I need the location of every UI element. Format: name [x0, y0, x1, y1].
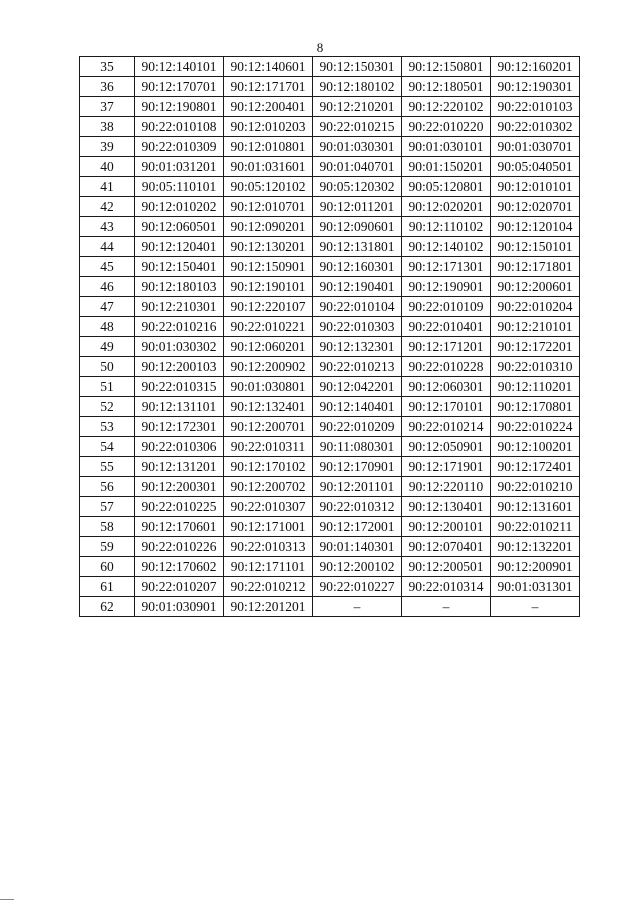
row-number-cell: 40	[80, 157, 135, 177]
row-number-cell: 50	[80, 357, 135, 377]
cadastral-number-cell: 90:05:110101	[135, 177, 224, 197]
cadastral-number-cell: 90:05:120302	[313, 177, 402, 197]
table-row	[80, 317, 580, 337]
cadastral-number-cell: 90:12:150401	[135, 257, 224, 277]
cadastral-number-cell: 90:12:220102	[402, 97, 491, 117]
table-row	[80, 517, 580, 537]
row-number-cell: 49	[80, 337, 135, 357]
cadastral-number-cell: 90:12:200701	[224, 417, 313, 437]
cadastral-number-cell: 90:12:200103	[135, 357, 224, 377]
cadastral-number-cell: 90:22:010215	[313, 117, 402, 137]
table-row	[80, 57, 580, 77]
cadastral-number-cell: 90:22:010221	[224, 317, 313, 337]
cadastral-number-cell: 90:12:020201	[402, 197, 491, 217]
cadastral-number-cell: 90:22:010209	[313, 417, 402, 437]
cadastral-number-cell: 90:12:140401	[313, 397, 402, 417]
cadastral-number-cell: 90:12:172001	[313, 517, 402, 537]
cadastral-number-cell: 90:01:040701	[313, 157, 402, 177]
table-row	[80, 117, 580, 137]
cadastral-number-cell: 90:22:010214	[402, 417, 491, 437]
cadastral-number-cell: 90:12:160201	[491, 57, 580, 77]
cadastral-number-cell: 90:22:010224	[491, 417, 580, 437]
cadastral-number-cell: 90:12:220107	[224, 297, 313, 317]
cadastral-number-cell: 90:12:200601	[491, 277, 580, 297]
cadastral-number-cell: 90:12:180103	[135, 277, 224, 297]
cadastral-number-cell: 90:12:131601	[491, 497, 580, 517]
cadastral-number-cell: 90:01:140301	[313, 537, 402, 557]
row-number-cell: 62	[80, 597, 135, 617]
cadastral-number-cell: 90:22:010226	[135, 537, 224, 557]
cadastral-number-cell: 90:12:132301	[313, 337, 402, 357]
row-number-cell: 44	[80, 237, 135, 257]
cadastral-number-cell: 90:12:100201	[491, 437, 580, 457]
cadastral-number-cell: 90:12:060301	[402, 377, 491, 397]
cadastral-number-cell: 90:01:030901	[135, 597, 224, 617]
cadastral-number-cell: 90:12:200401	[224, 97, 313, 117]
table-row	[80, 357, 580, 377]
cadastral-number-cell: 90:12:210101	[491, 317, 580, 337]
cadastral-number-cell: 90:12:011201	[313, 197, 402, 217]
row-number-cell: 57	[80, 497, 135, 517]
cadastral-number-cell: 90:12:110201	[491, 377, 580, 397]
cadastral-number-cell: 90:12:170801	[491, 397, 580, 417]
cadastral-number-cell: 90:22:010310	[491, 357, 580, 377]
cadastral-number-cell: –	[402, 597, 491, 617]
table-row	[80, 97, 580, 117]
cadastral-number-cell: 90:12:120401	[135, 237, 224, 257]
table-row	[80, 557, 580, 577]
cadastral-number-cell: 90:12:060501	[135, 217, 224, 237]
table-row	[80, 377, 580, 397]
cadastral-number-cell: 90:12:210301	[135, 297, 224, 317]
cadastral-number-cell: 90:22:010109	[402, 297, 491, 317]
row-number-cell: 59	[80, 537, 135, 557]
table-row	[80, 437, 580, 457]
table-row	[80, 417, 580, 437]
cadastral-number-cell: 90:22:010104	[313, 297, 402, 317]
row-number-cell: 39	[80, 137, 135, 157]
cadastral-number-cell: 90:12:150901	[224, 257, 313, 277]
cadastral-number-cell: 90:01:031201	[135, 157, 224, 177]
cadastral-number-cell: 90:12:170701	[135, 77, 224, 97]
cadastral-number-cell: 90:22:010311	[224, 437, 313, 457]
row-number-cell: 36	[80, 77, 135, 97]
cadastral-number-cell: 90:12:171001	[224, 517, 313, 537]
cadastral-number-cell: 90:01:030701	[491, 137, 580, 157]
cadastral-number-cell: 90:05:040501	[491, 157, 580, 177]
cadastral-number-cell: 90:12:180102	[313, 77, 402, 97]
table-row	[80, 457, 580, 477]
row-number-cell: 35	[80, 57, 135, 77]
cadastral-number-cell: 90:12:150801	[402, 57, 491, 77]
cadastral-number-cell: 90:12:140601	[224, 57, 313, 77]
table-body	[80, 57, 580, 617]
row-number-cell: 55	[80, 457, 135, 477]
cadastral-number-cell: 90:22:010228	[402, 357, 491, 377]
row-number-cell: 61	[80, 577, 135, 597]
cadastral-number-cell: 90:12:201101	[313, 477, 402, 497]
cadastral-number-cell: 90:12:160301	[313, 257, 402, 277]
cadastral-number-cell: 90:12:131201	[135, 457, 224, 477]
cadastral-number-cell: 90:01:150201	[402, 157, 491, 177]
table-row	[80, 477, 580, 497]
cadastral-number-cell: 90:12:190301	[491, 77, 580, 97]
row-number-cell: 37	[80, 97, 135, 117]
cadastral-number-cell: 90:12:201201	[224, 597, 313, 617]
table-row	[80, 237, 580, 257]
cadastral-number-cell: 90:22:010401	[402, 317, 491, 337]
cadastral-number-cell: 90:22:010302	[491, 117, 580, 137]
cadastral-number-cell: 90:12:170102	[224, 457, 313, 477]
cadastral-number-cell: 90:22:010108	[135, 117, 224, 137]
row-number-cell: 52	[80, 397, 135, 417]
table-row	[80, 77, 580, 97]
cadastral-number-cell: 90:22:010210	[491, 477, 580, 497]
cadastral-number-cell: 90:05:120102	[224, 177, 313, 197]
cadastral-number-cell: 90:12:171101	[224, 557, 313, 577]
cadastral-number-cell: 90:01:031301	[491, 577, 580, 597]
cadastral-number-cell: 90:12:200501	[402, 557, 491, 577]
row-number-cell: 41	[80, 177, 135, 197]
cadastral-number-cell: 90:12:171701	[224, 77, 313, 97]
table-row	[80, 337, 580, 357]
row-number-cell: 42	[80, 197, 135, 217]
row-number-cell: 58	[80, 517, 135, 537]
cadastral-number-cell: 90:22:010315	[135, 377, 224, 397]
cadastral-number-cell: 90:12:120104	[491, 217, 580, 237]
cadastral-number-cell: 90:12:171201	[402, 337, 491, 357]
cadastral-number-cell: 90:22:010212	[224, 577, 313, 597]
cadastral-number-cell: 90:12:171301	[402, 257, 491, 277]
cadastral-number-cell: 90:01:030302	[135, 337, 224, 357]
row-number-cell: 60	[80, 557, 135, 577]
cadastral-number-cell: –	[491, 597, 580, 617]
cadastral-number-cell: 90:12:150301	[313, 57, 402, 77]
cadastral-number-cell: 90:01:030801	[224, 377, 313, 397]
cadastral-number-cell: 90:12:172201	[491, 337, 580, 357]
cadastral-number-cell: 90:12:170101	[402, 397, 491, 417]
cadastral-number-cell: 90:12:132401	[224, 397, 313, 417]
cadastral-number-cell: 90:12:200901	[491, 557, 580, 577]
cadastral-number-cell: 90:12:200102	[313, 557, 402, 577]
cadastral-number-cell: 90:12:170602	[135, 557, 224, 577]
cadastral-number-cell: 90:12:070401	[402, 537, 491, 557]
cadastral-number-cell: 90:11:080301	[313, 437, 402, 457]
cadastral-number-cell: 90:12:180501	[402, 77, 491, 97]
cadastral-number-cell: 90:12:150101	[491, 237, 580, 257]
cadastral-number-cell: 90:12:010203	[224, 117, 313, 137]
cadastral-number-cell: 90:12:200301	[135, 477, 224, 497]
cadastral-number-cell: 90:12:010202	[135, 197, 224, 217]
cadastral-number-cell: 90:12:050901	[402, 437, 491, 457]
row-number-cell: 56	[80, 477, 135, 497]
cadastral-number-cell: 90:22:010309	[135, 137, 224, 157]
cadastral-number-cell: –	[313, 597, 402, 617]
scan-edge-mark	[0, 899, 14, 900]
cadastral-number-cell: 90:12:042201	[313, 377, 402, 397]
table-row	[80, 497, 580, 517]
cadastral-number-cell: 90:12:172301	[135, 417, 224, 437]
table-row	[80, 397, 580, 417]
cadastral-number-cell: 90:12:200101	[402, 517, 491, 537]
cadastral-number-cell: 90:12:190101	[224, 277, 313, 297]
cadastral-number-cell: 90:22:010207	[135, 577, 224, 597]
cadastral-number-cell: 90:12:190401	[313, 277, 402, 297]
cadastral-number-cell: 90:12:060201	[224, 337, 313, 357]
cadastral-number-cell: 90:12:190901	[402, 277, 491, 297]
cadastral-quarters-table	[79, 56, 580, 617]
table-row	[80, 177, 580, 197]
cadastral-number-cell: 90:12:090201	[224, 217, 313, 237]
cadastral-number-cell: 90:05:120801	[402, 177, 491, 197]
cadastral-number-cell: 90:12:172401	[491, 457, 580, 477]
row-number-cell: 53	[80, 417, 135, 437]
cadastral-number-cell: 90:12:170901	[313, 457, 402, 477]
cadastral-number-cell: 90:12:010701	[224, 197, 313, 217]
cadastral-number-cell: 90:01:031601	[224, 157, 313, 177]
row-number-cell: 54	[80, 437, 135, 457]
cadastral-number-cell: 90:12:170601	[135, 517, 224, 537]
cadastral-number-cell: 90:12:010801	[224, 137, 313, 157]
row-number-cell: 43	[80, 217, 135, 237]
cadastral-number-cell: 90:12:090601	[313, 217, 402, 237]
cadastral-number-cell: 90:22:010312	[313, 497, 402, 517]
cadastral-number-cell: 90:12:190801	[135, 97, 224, 117]
table-row	[80, 257, 580, 277]
cadastral-number-cell: 90:12:171901	[402, 457, 491, 477]
cadastral-number-cell: 90:12:131801	[313, 237, 402, 257]
cadastral-number-cell: 90:22:010307	[224, 497, 313, 517]
cadastral-number-cell: 90:01:030301	[313, 137, 402, 157]
table-row	[80, 157, 580, 177]
cadastral-number-cell: 90:22:010227	[313, 577, 402, 597]
row-number-cell: 47	[80, 297, 135, 317]
row-number-cell: 48	[80, 317, 135, 337]
table-row	[80, 597, 580, 617]
row-number-cell: 46	[80, 277, 135, 297]
table-row	[80, 217, 580, 237]
cadastral-number-cell: 90:12:131101	[135, 397, 224, 417]
cadastral-number-cell: 90:12:140102	[402, 237, 491, 257]
cadastral-number-cell: 90:12:200702	[224, 477, 313, 497]
cadastral-number-cell: 90:22:010216	[135, 317, 224, 337]
cadastral-number-cell: 90:01:030101	[402, 137, 491, 157]
cadastral-number-cell: 90:22:010313	[224, 537, 313, 557]
cadastral-number-cell: 90:22:010220	[402, 117, 491, 137]
cadastral-number-cell: 90:22:010314	[402, 577, 491, 597]
row-number-cell: 38	[80, 117, 135, 137]
page-number: 8	[316, 40, 324, 55]
cadastral-number-cell: 90:22:010306	[135, 437, 224, 457]
cadastral-number-cell: 90:12:220110	[402, 477, 491, 497]
table-row	[80, 197, 580, 217]
cadastral-number-cell: 90:22:010225	[135, 497, 224, 517]
cadastral-number-cell: 90:22:010103	[491, 97, 580, 117]
cadastral-number-cell: 90:12:010101	[491, 177, 580, 197]
row-number-cell: 45	[80, 257, 135, 277]
table-row	[80, 277, 580, 297]
cadastral-number-cell: 90:12:171801	[491, 257, 580, 277]
cadastral-number-cell: 90:12:130201	[224, 237, 313, 257]
cadastral-number-cell: 90:22:010303	[313, 317, 402, 337]
cadastral-number-cell: 90:12:020701	[491, 197, 580, 217]
table-row	[80, 297, 580, 317]
cadastral-number-cell: 90:22:010204	[491, 297, 580, 317]
cadastral-number-cell: 90:22:010211	[491, 517, 580, 537]
row-number-cell: 51	[80, 377, 135, 397]
table-row	[80, 537, 580, 557]
cadastral-number-cell: 90:12:200902	[224, 357, 313, 377]
cadastral-number-cell: 90:22:010213	[313, 357, 402, 377]
table-row	[80, 137, 580, 157]
cadastral-number-cell: 90:12:132201	[491, 537, 580, 557]
cadastral-number-cell: 90:12:140101	[135, 57, 224, 77]
table-row	[80, 577, 580, 597]
cadastral-number-cell: 90:12:130401	[402, 497, 491, 517]
cadastral-number-cell: 90:12:210201	[313, 97, 402, 117]
cadastral-number-cell: 90:12:110102	[402, 217, 491, 237]
